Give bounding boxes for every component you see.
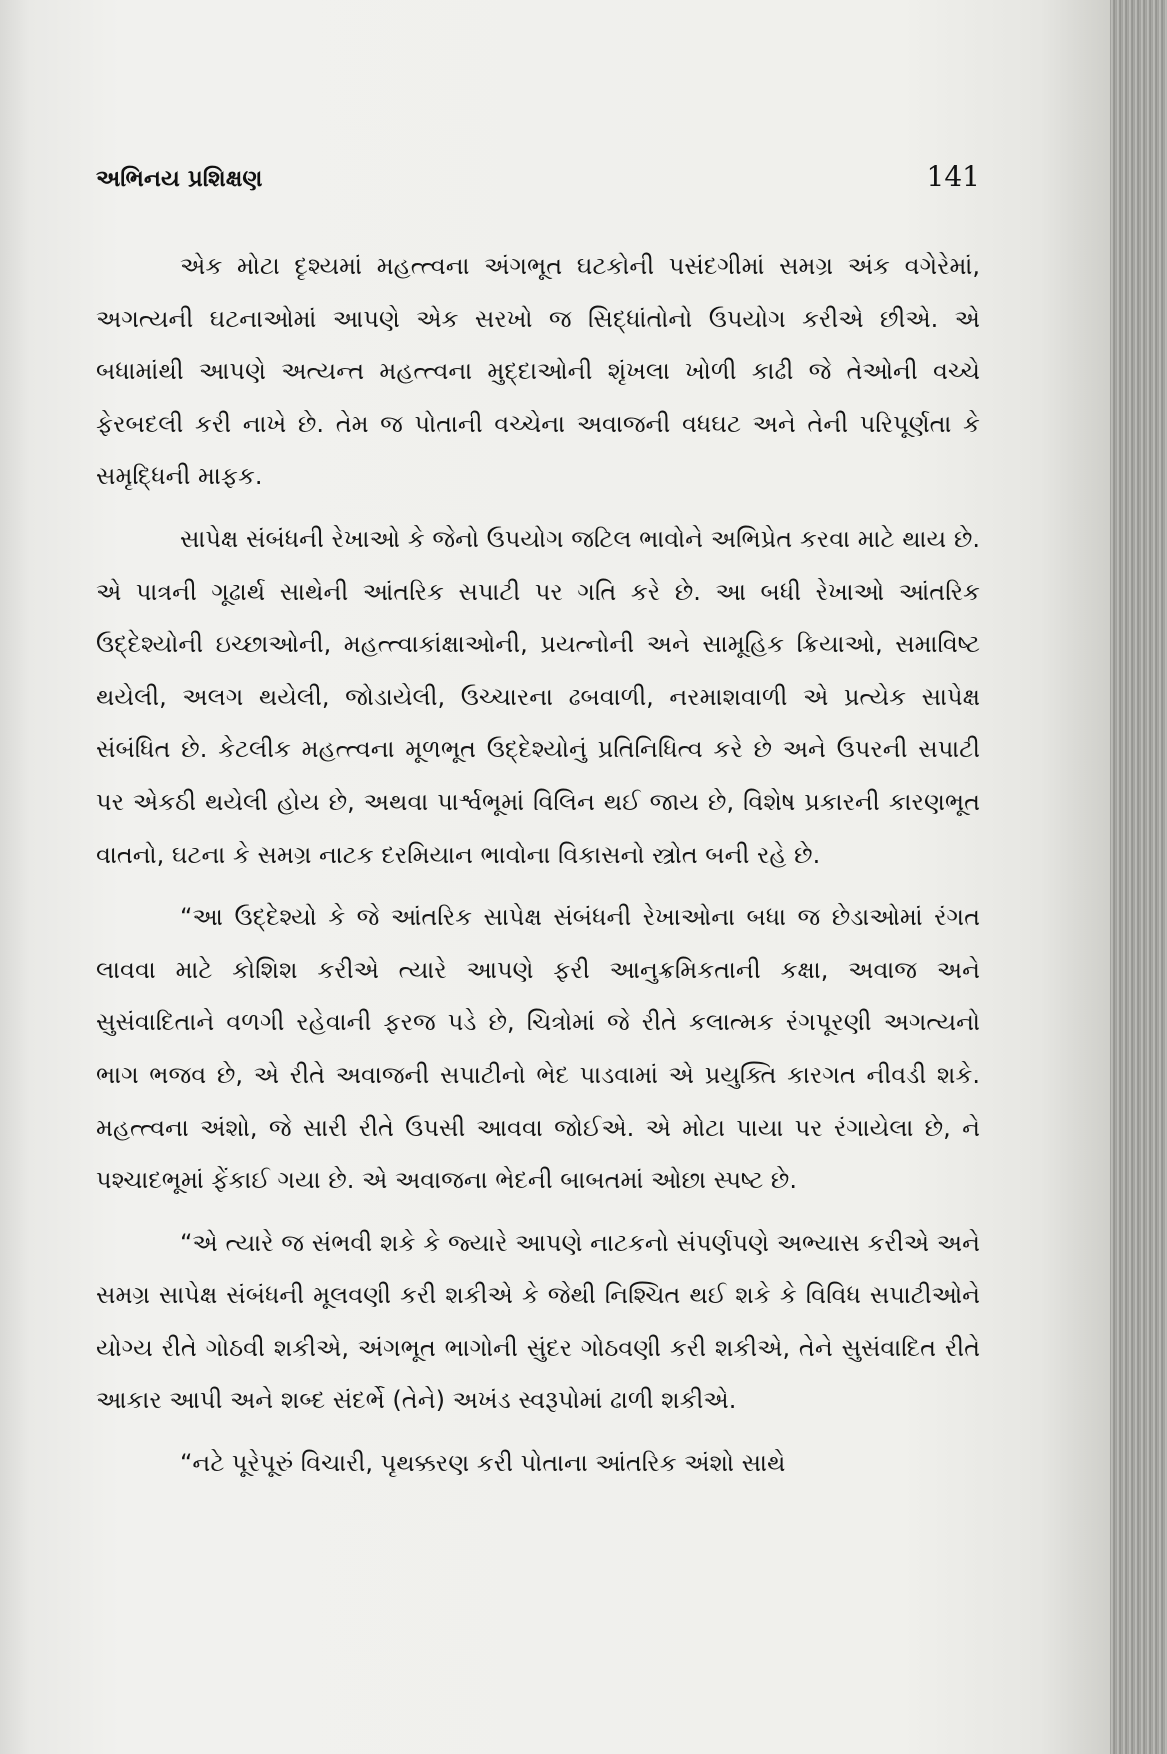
- paragraph: “આ ઉદ્દેશ્યો કે જે આંતરિક સાપેક્ષ સંબંધની રેખાઓના બધા જ છેડાઓમાં રંગત લાવવા માટે કોશિશ કરીએ ત્યારે આપણે ફરી આનુક્રમિકતાની કક્ષા, અવાજ અને સુસંવાદિતાને વળગી રહેવાની ફરજ પડે છે, ચિત્રોમાં જે રીતે કલાત્મક રંગપૂરણી અગત્યનો ભાગ ભજવ છે, એ રીતે અવાજની સપાટીનો ભેદ પાડવામાં એ પ્રયુક્તિ કારગત નીવડી શકે. મહત્ત્વના અંશો, જે સારી રીતે ઉપસી આવવા જોઈએ. એ મોટા પાયા પર રંગાયેલા છે, ને પશ્ચાદભૂમાં ફેંકાઈ ગયા છે. એ અવાજના ભેદની બાબતમાં ઓછા સ્પષ્ટ છે.: [96, 903, 980, 1195]
- body-text: [96, 240, 980, 1500]
- paragraph: “એ ત્યારે જ સંભવી શકે કે જ્યારે આપણે નાટકનો સંપર્ણપણે અભ્યાસ કરીએ અને સમગ્ર સાપેક્ષ સંબંધની મૂલવણી કરી શકીએ કે જેથી નિશ્ચિત થઈ શકે કે વિવિધ સપાટીઓને યોગ્ય રીતે ગોઠવી શકીએ, અંગભૂત ભાગોની સુંદર ગોઠવણી કરી શકીએ, તેને સુસંવાદિત રીતે આકાર આપી અને શબ્દ સંદર્ભે (તેને) અખંડ સ્વરૂપોમાં ઢાળી શકીએ.: [96, 1228, 980, 1415]
- running-head: અભિનય પ્રશિક્ષણ: [96, 166, 263, 192]
- page-header: [96, 160, 980, 193]
- paragraph: “નટે પૂરેપૂરું વિચારી, પૃથક્કરણ કરી પોતાના આંતરિક અંશો સાથે: [180, 1449, 786, 1478]
- page-stack-edge: [1110, 0, 1167, 1754]
- paragraph: એક મોટા દૃશ્યમાં મહત્ત્વના અંગભૂત ઘટકોની પસંદગીમાં સમગ્ર અંક વગેરેમાં, અગત્યની ઘટનાઓમાં આપણે એક સરખો જ સિદ્ધાંતોનો ઉપયોગ કરીએ છીએ. એ બધામાંથી આપણે અત્યન્ત મહત્ત્વના મુદ્દાઓની શૃંખલા ખોળી કાઢી જે તેઓની વચ્ચે ફેરબદલી કરી નાખે છે. તેમ જ પોતાની વચ્ચેના અવાજની વધઘટ અને તેની પરિપૂર્ણતા કે સમૃદ્ધિની માફક.: [96, 252, 980, 491]
- page-number: 141: [926, 160, 980, 193]
- paragraph: સાપેક્ષ સંબંધની રેખાઓ કે જેનો ઉપયોગ જટિલ ભાવોને અભિપ્રેત કરવા માટે થાય છે. એ પાત્રની ગૂઢાર્થ સાથેની આંતરિક સપાટી પર ગતિ કરે છે. આ બધી રેખાઓ આંતરિક ઉદ્દેશ્યોની ઇચ્છાઓની, મહત્ત્વાકાંક્ષાઓની, પ્રયત્નોની અને સામૂહિક ક્રિયાઓ, સમાવિષ્ટ થયેલી, અલગ થયેલી, જોડાયેલી, ઉચ્ચારના ઢબવાળી, નરમાશવાળી એ પ્રત્યેક સાપેક્ષ સંબંધિત છે. કેટલીક મહત્ત્વના મૂળભૂત ઉદ્દેશ્યોનું પ્રતિનિધિત્વ કરે છે અને ઉપરની સપાટી પર એકઠી થયેલી હોય છે, અથવા પાર્શ્વભૂમાં વિલિન થઈ જાય છે, વિશેષ પ્રકારની કારણભૂત વાતનો, ઘટના કે સમગ્ર નાટક દરમિયાન ભાવોના વિકાસનો સ્ત્રોત બની રહે છે.: [96, 524, 980, 869]
